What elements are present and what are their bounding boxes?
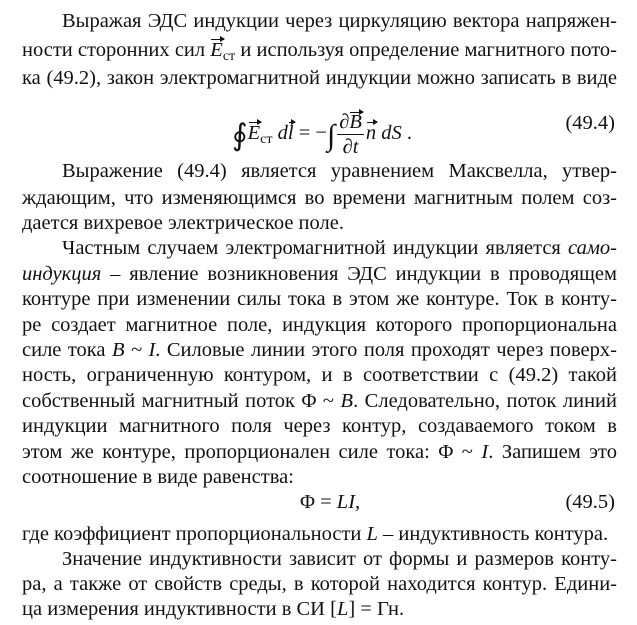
vector-e-ext: E (210, 39, 223, 61)
p1-line-2-end: и используя определение магнитного пото- (235, 39, 617, 61)
d-symbol: d (277, 122, 288, 145)
symbol-l-unit: L (336, 598, 349, 620)
integral-symbol: ∫ (326, 119, 336, 153)
eq2-lhs: Φ = (300, 491, 337, 513)
p1-line-1: Выражая ЭДС индукции через циркуляцию вектора напряжен- (62, 10, 617, 32)
symbol-b: B (340, 390, 354, 412)
symbol-i: I (481, 441, 489, 463)
p5-line-3-end: ] = Гн. (348, 598, 405, 620)
relation-b-i: B ~ I (111, 339, 156, 361)
p2-line-1: Выражение (49.4) является уравнением Максвелла, утвер- (62, 160, 617, 182)
contour-integral-symbol: ∮ (232, 119, 248, 153)
subscript-ct-eq: ст (260, 132, 273, 148)
p4-line-1 (22, 521, 617, 547)
term-self-induction-part2: индукция (22, 263, 102, 285)
p3-line-2-end: – явление возникновения ЭДС индукции в проводящем (101, 263, 617, 285)
symbol-l: L (366, 523, 378, 545)
p3-line-2 (22, 261, 617, 287)
p2-line-3: дается вихревое электрическое поле. (22, 212, 344, 234)
p3-line-5-start: силе тока (22, 339, 112, 361)
vector-n: n (365, 122, 377, 145)
p3-line-9-start: этом же контуре, пропорционален силе тока: Φ ~ (22, 441, 482, 463)
p5-line-3 (22, 596, 617, 622)
p4-line-1-end: – индуктивность контура. (377, 523, 609, 545)
p4-line-1-start: где коэффициент пропорциональности (22, 523, 367, 545)
p3-line-4: ре создает магнитное поле, индукция которого пропорциональна (22, 314, 617, 336)
equation-49-4: $∮E_{ст}$ dl = −∫ $\frac{\partial B}{\partial t}$ n dS . (232, 111, 412, 158)
eq2-rhs: LI (336, 491, 356, 513)
vector-e-ext-eq: E (247, 122, 261, 145)
eq2-comma: , (355, 491, 361, 513)
partial-fraction: $\frac{\partial B}{\partial t}$ (339, 111, 362, 158)
vector-dl: l (287, 122, 294, 145)
p1-line-3: ка (49.2), закон электромагнитной индукции можно записать в виде (22, 67, 617, 89)
p5-line-2: ра, а также от свойств среды, в которой находится контур. Едини- (22, 573, 617, 595)
equation-49-5 (300, 489, 360, 515)
p3-line-8: индукции магнитного поля через контур, создаваемого током в (22, 415, 617, 437)
p3-line-6: ность, ограниченную контуром, и в соответствии с (49.2) такой (22, 364, 617, 386)
subscript-ct: ст (222, 49, 236, 64)
p3-line-7-start: собственный магнитный поток Φ ~ (22, 390, 341, 412)
p3-line-9-end: . Запишем это (488, 441, 617, 463)
p3-line-1-start: Частным случаем электромагнитной индукции является (62, 237, 569, 259)
p3-line-5 (22, 337, 617, 363)
p3-line-9 (22, 439, 617, 465)
p5-line-3-start: ца измерения индуктивности в СИ [ (22, 598, 337, 620)
p3-line-3: контуре при изменении силы тока в этом же контуре. Ток в конту- (22, 288, 617, 310)
equation-number-49-4: (49.4) (565, 112, 615, 134)
p3-line-10: соотношение в виде равенства: (22, 466, 294, 488)
p5-line-1: Значение индуктивности зависит от формы и размеров конту- (62, 548, 617, 570)
p1-line-2 (22, 37, 617, 63)
p2-line-2: ждающим, что изменяющимся во времени магнитным полем соз- (22, 187, 617, 209)
p3-line-7-end: . Следовательно, поток линий (353, 390, 617, 412)
p3-line-7 (22, 388, 617, 414)
p3-line-1 (62, 235, 617, 261)
term-self-induction-part1: само- (568, 237, 617, 259)
p1-line-2-start: ности сторонних сил (22, 39, 211, 61)
p3-line-5-end: . Силовые линии этого поля проходят через поверх- (155, 339, 617, 361)
equation-number-49-5: (49.5) (565, 491, 615, 513)
